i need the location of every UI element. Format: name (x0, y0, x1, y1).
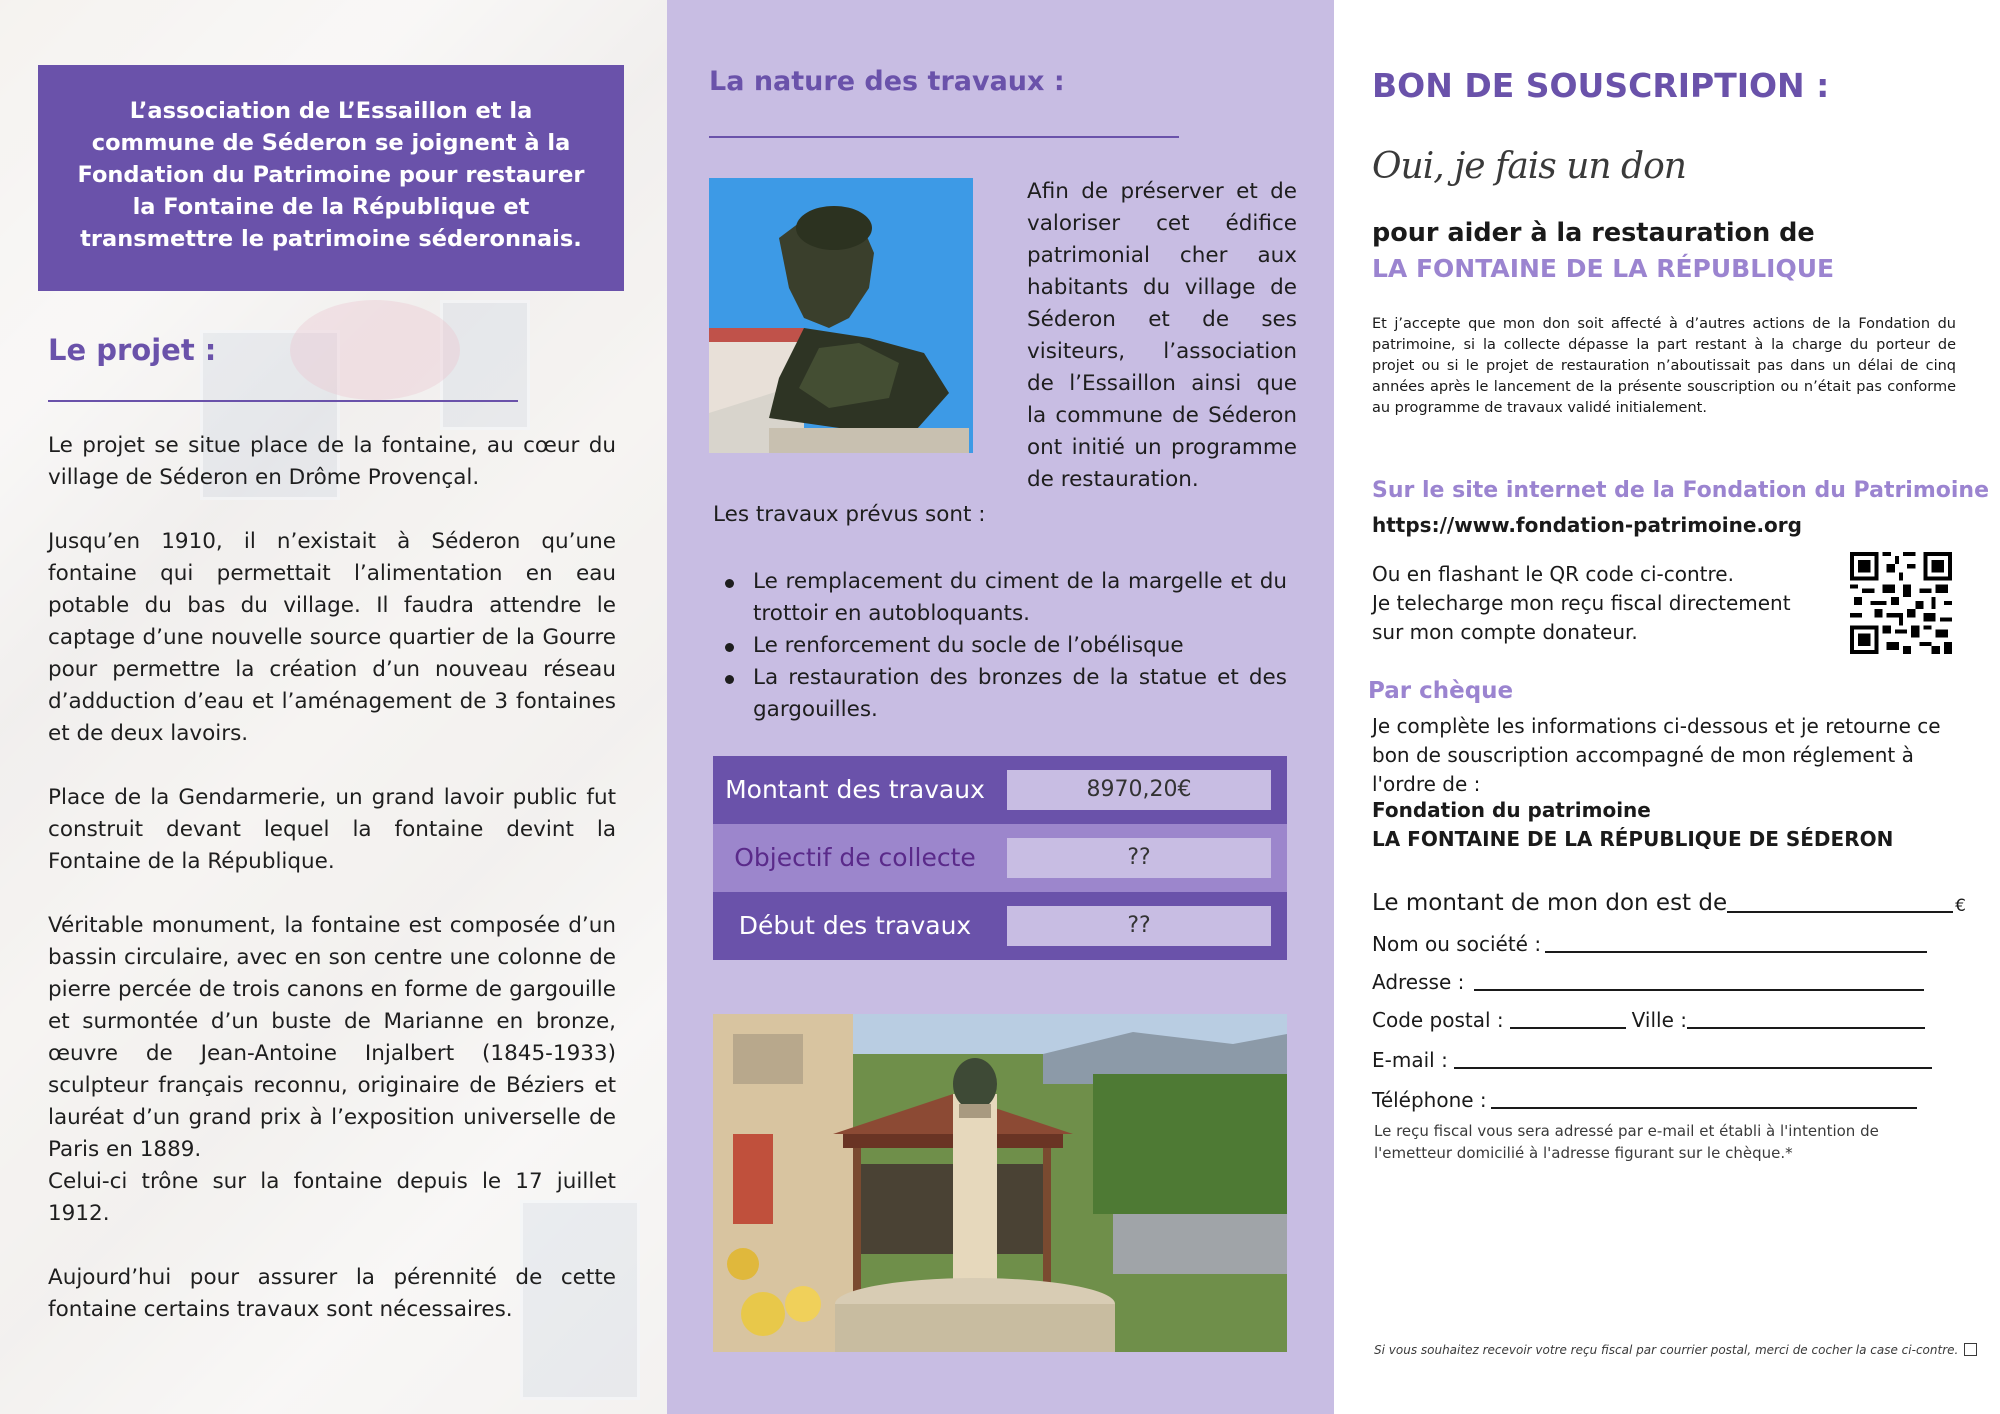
projet-paragraph: Jusqu’en 1910, il n’existait à Séderon qu’une fontaine qui permettait l’alimentation en eau potable du bas du village. Il faudra attendre le captage d’une nouvelle source quartier de la Gourre pour permettre la création d’un nouveau réseau d’adduction d’eau et l’aménagement de 3 fontaines et de deux lavoirs. (48, 529, 616, 746)
table-row (713, 824, 1287, 892)
cheque-text: Je complète les informations ci-dessous et je retourne ce bon de souscription accompagné de mon réglement à l'ordre de : (1372, 714, 1941, 796)
cp-ville-field[interactable] (1372, 1008, 1925, 1032)
field-line[interactable] (1454, 1067, 1932, 1069)
ordre-line: Fondation du patrimoine (1372, 798, 1651, 822)
right-panel (1334, 0, 2000, 1414)
list-item: La restauration des bronzes de la statue et des gargouilles. (753, 662, 1287, 726)
qr-text-line: Je telecharge mon reçu fiscal directement sur mon compte donateur. (1372, 591, 1791, 644)
bon-title: BON DE SOUSCRIPTION : (1372, 66, 1830, 105)
projet-title: Le projet : (48, 333, 217, 367)
projet-rule (48, 400, 518, 402)
projet-paragraph: Le projet se situe place de la fontaine, au cœur du village de Séderon en Drôme Provençal. (48, 433, 616, 490)
table-row (713, 756, 1287, 824)
field-line[interactable] (1545, 951, 1927, 953)
postal-note (1374, 1343, 1977, 1357)
fountain-photo (713, 1014, 1287, 1352)
site-url-link[interactable]: https://www.fondation-patrimoine.org (1372, 513, 1802, 537)
field-line[interactable] (1474, 989, 1924, 991)
travaux-table (713, 756, 1287, 960)
nom-field[interactable] (1372, 932, 1927, 956)
field-label: Code postal : (1372, 1008, 1504, 1032)
qr-code-icon[interactable] (1850, 552, 1952, 654)
nature-title: La nature des travaux : (709, 66, 1065, 97)
email-field[interactable] (1372, 1048, 1932, 1072)
fontaine-title: LA FONTAINE DE LA RÉPUBLIQUE (1372, 254, 1835, 283)
intro-box: L’association de L’Essaillon et la commune de Séderon se joignent à la Fondation du Patrimoine pour restaurer la Fontaine de la République et transmettre le patrimoine séderonnais. (38, 65, 624, 291)
field-label: Adresse : (1372, 970, 1465, 994)
aider-text: pour aider à la restauration de (1372, 218, 1815, 248)
table-value: ?? (1007, 838, 1271, 878)
field-line[interactable] (1687, 1027, 1925, 1029)
ordre-line: LA FONTAINE DE LA RÉPUBLIQUE DE SÉDERON (1372, 827, 1894, 851)
projet-text (48, 430, 616, 1358)
field-label: E-mail : (1372, 1048, 1448, 1072)
travaux-prevus-label: Les travaux prévus sont : (713, 502, 986, 527)
accept-text: Et j’accepte que mon don soit affecté à d’autres actions de la Fondation du patrimoine, si la collecte dépasse la part restant à la charge du porteur de projet ou si le projet de restauration n’aboutissait pas dans un délai de cinq années après le lancement de la présente souscription ou n’était pas conforme au programme de travaux validé initialement. (1372, 316, 1956, 416)
field-line[interactable] (1727, 911, 1953, 913)
table-value: ?? (1007, 906, 1271, 946)
projet-paragraph: Celui-ci trône sur la fontaine depuis le 17 juillet 1912. (48, 1169, 616, 1226)
montant-field[interactable] (1372, 890, 1966, 916)
field-label: Téléphone : (1372, 1088, 1487, 1112)
table-label: Montant des travaux (725, 775, 985, 804)
table-value: 8970,20€ (1007, 770, 1271, 810)
site-title: Sur le site internet de la Fondation du Patrimoine (1372, 478, 1990, 503)
table-row (713, 892, 1287, 960)
projet-paragraph: Place de la Gendarmerie, un grand lavoir public fut construit devant lequel la fontaine devint la Fontaine de la République. (48, 785, 616, 874)
cheque-title: Par chèque (1368, 678, 1514, 704)
postal-checkbox[interactable] (1964, 1343, 1977, 1356)
travaux-list (753, 566, 1287, 726)
euro-symbol: € (1955, 896, 1966, 916)
projet-paragraph: Véritable monument, la fontaine est composée d’un bassin circulaire, avec en son centre une colonne de pierre percée de trois canons en forme de gargouille et surmontée d’un buste de Marianne en bronze, œuvre de Jean-Antoine Injalbert (1845-1933) sculpteur français reconnu, originaire de Béziers et lauréat d’un grand prix à l’exposition universelle de Paris en 1889. (48, 913, 616, 1162)
table-label: Objectif de collecte (734, 843, 976, 872)
nature-text: Afin de préserver et de valoriser cet édifice patrimonial cher aux habitants du village de Séderon et de ses visiteurs, l’association de l’Essaillon ainsi que la commune de Séderon ont initié un programme de restauration. (1027, 179, 1297, 492)
postal-note-text: Si vous souhaitez recevoir votre reçu fiscal par courrier postal, merci de cocher la case ci-contre. (1374, 1343, 1959, 1357)
qr-text-line: Ou en flashant le QR code ci-contre. (1372, 562, 1734, 586)
projet-paragraph: Aujourd’hui pour assurer la pérennité de cette fontaine certains travaux sont nécessaires. (48, 1265, 616, 1322)
left-panel (0, 0, 667, 1414)
nature-rule (709, 136, 1179, 138)
field-label: Nom ou société : (1372, 932, 1542, 956)
telephone-field[interactable] (1372, 1088, 1917, 1112)
marianne-bust-photo (709, 178, 973, 453)
field-label: Ville : (1631, 1008, 1687, 1032)
table-label: Début des travaux (738, 911, 972, 940)
oui-don-script: Oui, je fais un don (1372, 146, 1686, 187)
field-line[interactable] (1510, 1027, 1626, 1029)
field-line[interactable] (1491, 1107, 1917, 1109)
list-item: Le remplacement du ciment de la margelle et du trottoir en autobloquants. (753, 566, 1287, 630)
fiscal-note: Le reçu fiscal vous sera adressé par e-mail et établi à l'intention de l'emetteur domicilié à l'adresse figurant sur le chèque.* (1374, 1122, 1879, 1162)
field-label: Le montant de mon don est de (1372, 890, 1728, 916)
adresse-field[interactable] (1372, 970, 1924, 994)
qr-text (1372, 560, 1792, 647)
middle-panel (667, 0, 1334, 1414)
list-item: Le renforcement du socle de l’obélisque (753, 630, 1287, 662)
